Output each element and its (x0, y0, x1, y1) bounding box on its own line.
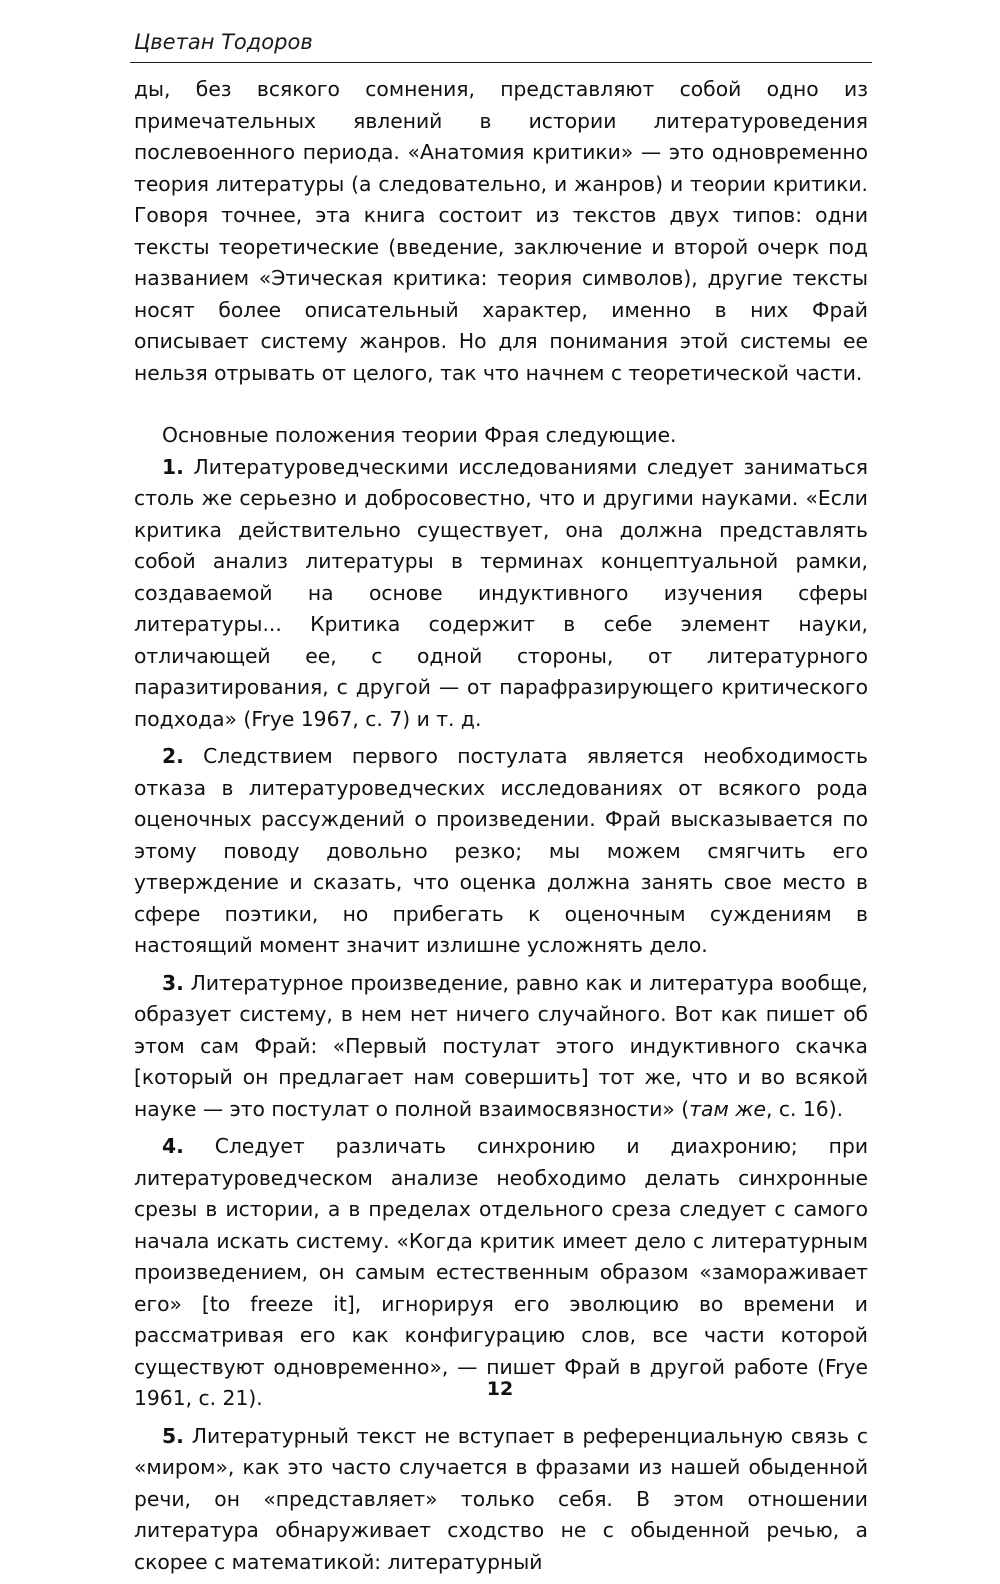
intro-paragraph: Основные положения теории Фрая следующие. (162, 423, 677, 447)
item-text-italic: там же (689, 1096, 766, 1121)
item-text: Литературное произведение, равно как и литература вообще, образует систему, в нем нет ничего случайного. Вот как пишет об этом сам Фрай: «Первый постулат этого индуктивного скачка [который он предлагает нам совершить] тот же, что и во всякой науке — это постулат о полной взаимосвязности» ( (134, 970, 868, 1121)
item-text: Литературный текст не вступает в референциальную связь с «миром», как это часто случается в фразами из нашей обыденной речи, он «представляет» только себя. В этом отношении литература обнаруживает сходство не с обыденной речью, а скорее с математикой: литературный (134, 1423, 868, 1574)
numbered-paragraph-5 (134, 1421, 868, 1579)
numbered-paragraph-4 (134, 1131, 868, 1415)
numbered-paragraph-2 (134, 741, 868, 962)
item-text-tail: , с. 16). (765, 1096, 844, 1121)
item-number: 1. (162, 454, 184, 479)
numbered-paragraph-1 (134, 452, 868, 736)
opening-paragraph: ды, без всякого сомнения, представляют собой одно из примечательных явлений в истории литературоведения послевоенного периода. «Анатомия критики» — это одновременно теория литературы (а следовательно, и жанров) и теории критики. Говоря точнее, эта книга состоит из текстов двух типов: одни тексты теоретические (введение, заключение и второй очерк под названием «Этическая критика: теория символов), другие тексты носят более описательный характер, именно в них Фрай описывает систему жанров. Но для понимания этой системы ее нельзя отрывать от целого, так что начнем с теоретической части. (134, 77, 868, 385)
item-number: 4. (162, 1134, 184, 1158)
item-text: Следует различать синхронию и диахронию; при литературоведческом анализе необходимо делать синхронные срезы в истории, а в пределах отдельного среза следует с самого начала искать систему. «Когда критик имеет дело с литературным произведением, он самым естественным образом «замораживает его» [to freeze it], игнорируя его эволюцию во времени и рассматривая его как конфигурацию слов, все части которой существуют одновременно», — пишет Фрай в другой работе (Frye 1961, с. 21). (134, 1134, 868, 1410)
numbered-paragraph-3 (134, 968, 868, 1126)
item-number: 2. (162, 744, 184, 768)
item-number: 5. (162, 1423, 184, 1448)
page-number: 12 (486, 1378, 514, 1400)
running-head-author: Цветан Тодоров (134, 30, 313, 54)
paragraph-gap (134, 389, 868, 420)
item-text: Следствием первого постулата является необходимость отказа в литературоведческих исследованиях от всякого рода оценочных рассуждений о произведении. Фрай высказывается по этому поводу довольно резко; мы можем смягчить его утверждение и сказать, что оценка должна занять свое место в сфере поэтики, но прибегать к оценочным суждениям в настоящий момент значит излишне усложнять дело. (134, 744, 868, 957)
item-number: 3. (162, 970, 184, 995)
header-rule (130, 62, 872, 63)
item-text: Литературоведческими исследованиями следует заниматься столь же серьезно и добросовестно, что и другими науками. «Если критика действительно существует, она должна представлять собой анализ литературы в терминах концептуальной рамки, создаваемой на основе индуктивного изучения сферы литературы... Критика содержит в себе элемент науки, отличающей ее, с одной стороны, от литературного паразитирования, с другой — от парафразирующего критического подхода» (Frye 1967, с. 7) и т. д. (134, 454, 868, 731)
page-body (134, 74, 868, 1584)
